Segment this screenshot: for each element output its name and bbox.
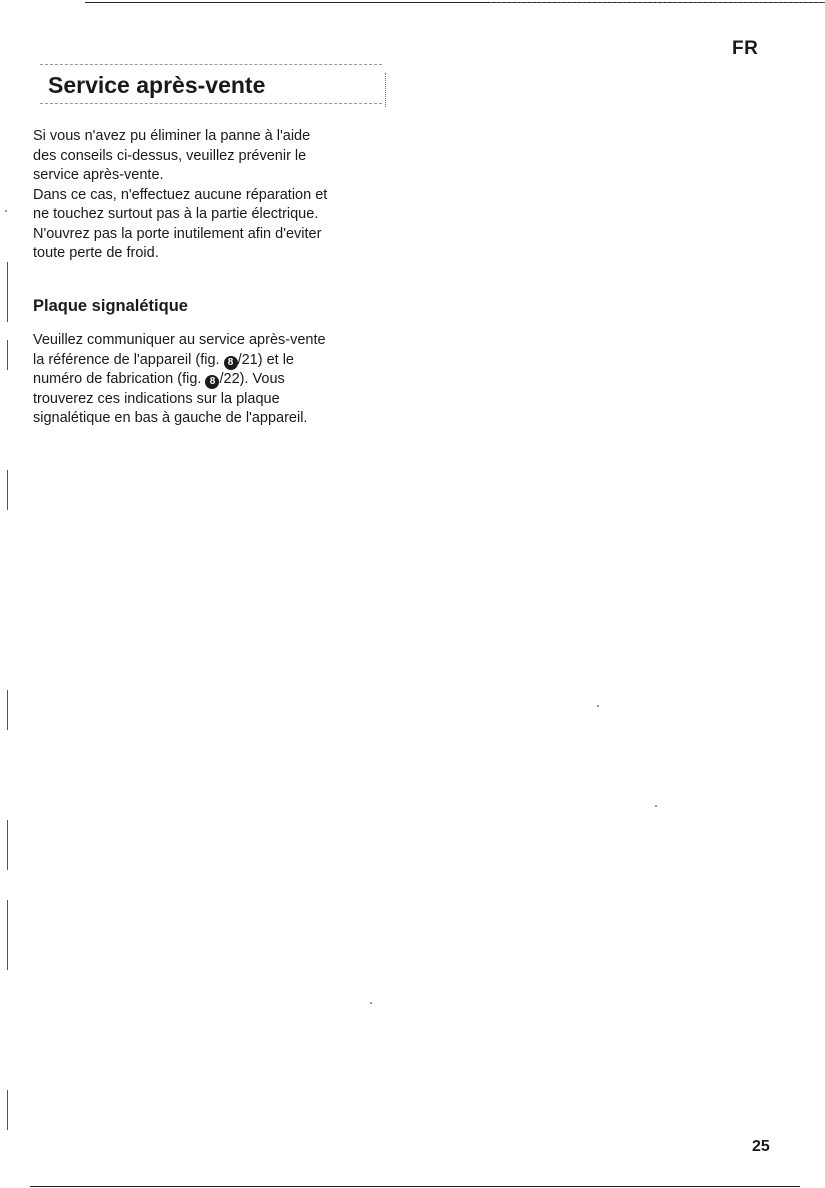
scan-speck — [5, 210, 7, 212]
section-heading: Plaque signalétique — [33, 297, 188, 315]
page-title: Service après-vente — [48, 72, 266, 98]
section-paragraph — [33, 331, 393, 429]
intro-line: service après-vente. — [33, 167, 164, 183]
title-frame-edge — [385, 73, 386, 107]
bottom-rule — [30, 1186, 800, 1187]
top-rule-dashed — [490, 2, 825, 3]
page-number: 25 — [752, 1138, 770, 1155]
intro-paragraph — [33, 127, 393, 264]
section-line: numéro de fabrication (fig. — [33, 371, 206, 387]
scan-margin-mark — [7, 820, 8, 870]
section-line: Veuillez communiquer au service après-vente — [33, 332, 326, 348]
section-line: trouverez ces indications sur la plaque — [33, 390, 280, 407]
scan-margin-mark — [7, 340, 8, 370]
language-label: FR — [732, 38, 759, 59]
intro-line: Dans ce cas, n'effectuez aucune réparation et — [33, 186, 328, 203]
section-line: /21) et le — [237, 351, 294, 368]
scan-margin-mark — [7, 900, 8, 970]
intro-line: toute perte de froid. — [33, 245, 159, 261]
scan-margin-mark — [7, 690, 8, 730]
scan-speck — [370, 1002, 372, 1004]
section-line: la référence de l'appareil (fig. — [33, 351, 224, 368]
intro-line: ne touchez surtout pas à la partie électrique. — [33, 206, 319, 222]
scan-margin-mark — [7, 1090, 8, 1130]
scan-margin-mark — [7, 470, 8, 510]
intro-line: Si vous n'avez pu éliminer la panne à l'aide — [33, 128, 311, 144]
figure-number-icon: 8 — [224, 356, 238, 370]
section-line: signalétique en bas à gauche de l'appareil. — [33, 410, 308, 426]
scan-speck — [597, 705, 599, 707]
scan-speck — [655, 805, 657, 807]
figure-number-icon: 8 — [205, 375, 219, 389]
scan-margin-mark — [7, 262, 8, 322]
section-line: /22). Vous — [219, 371, 285, 387]
intro-line: N'ouvrez pas la porte inutilement afin d'eviter — [33, 225, 322, 242]
intro-line: des conseils ci-dessus, veuillez prévenir le — [33, 147, 307, 164]
